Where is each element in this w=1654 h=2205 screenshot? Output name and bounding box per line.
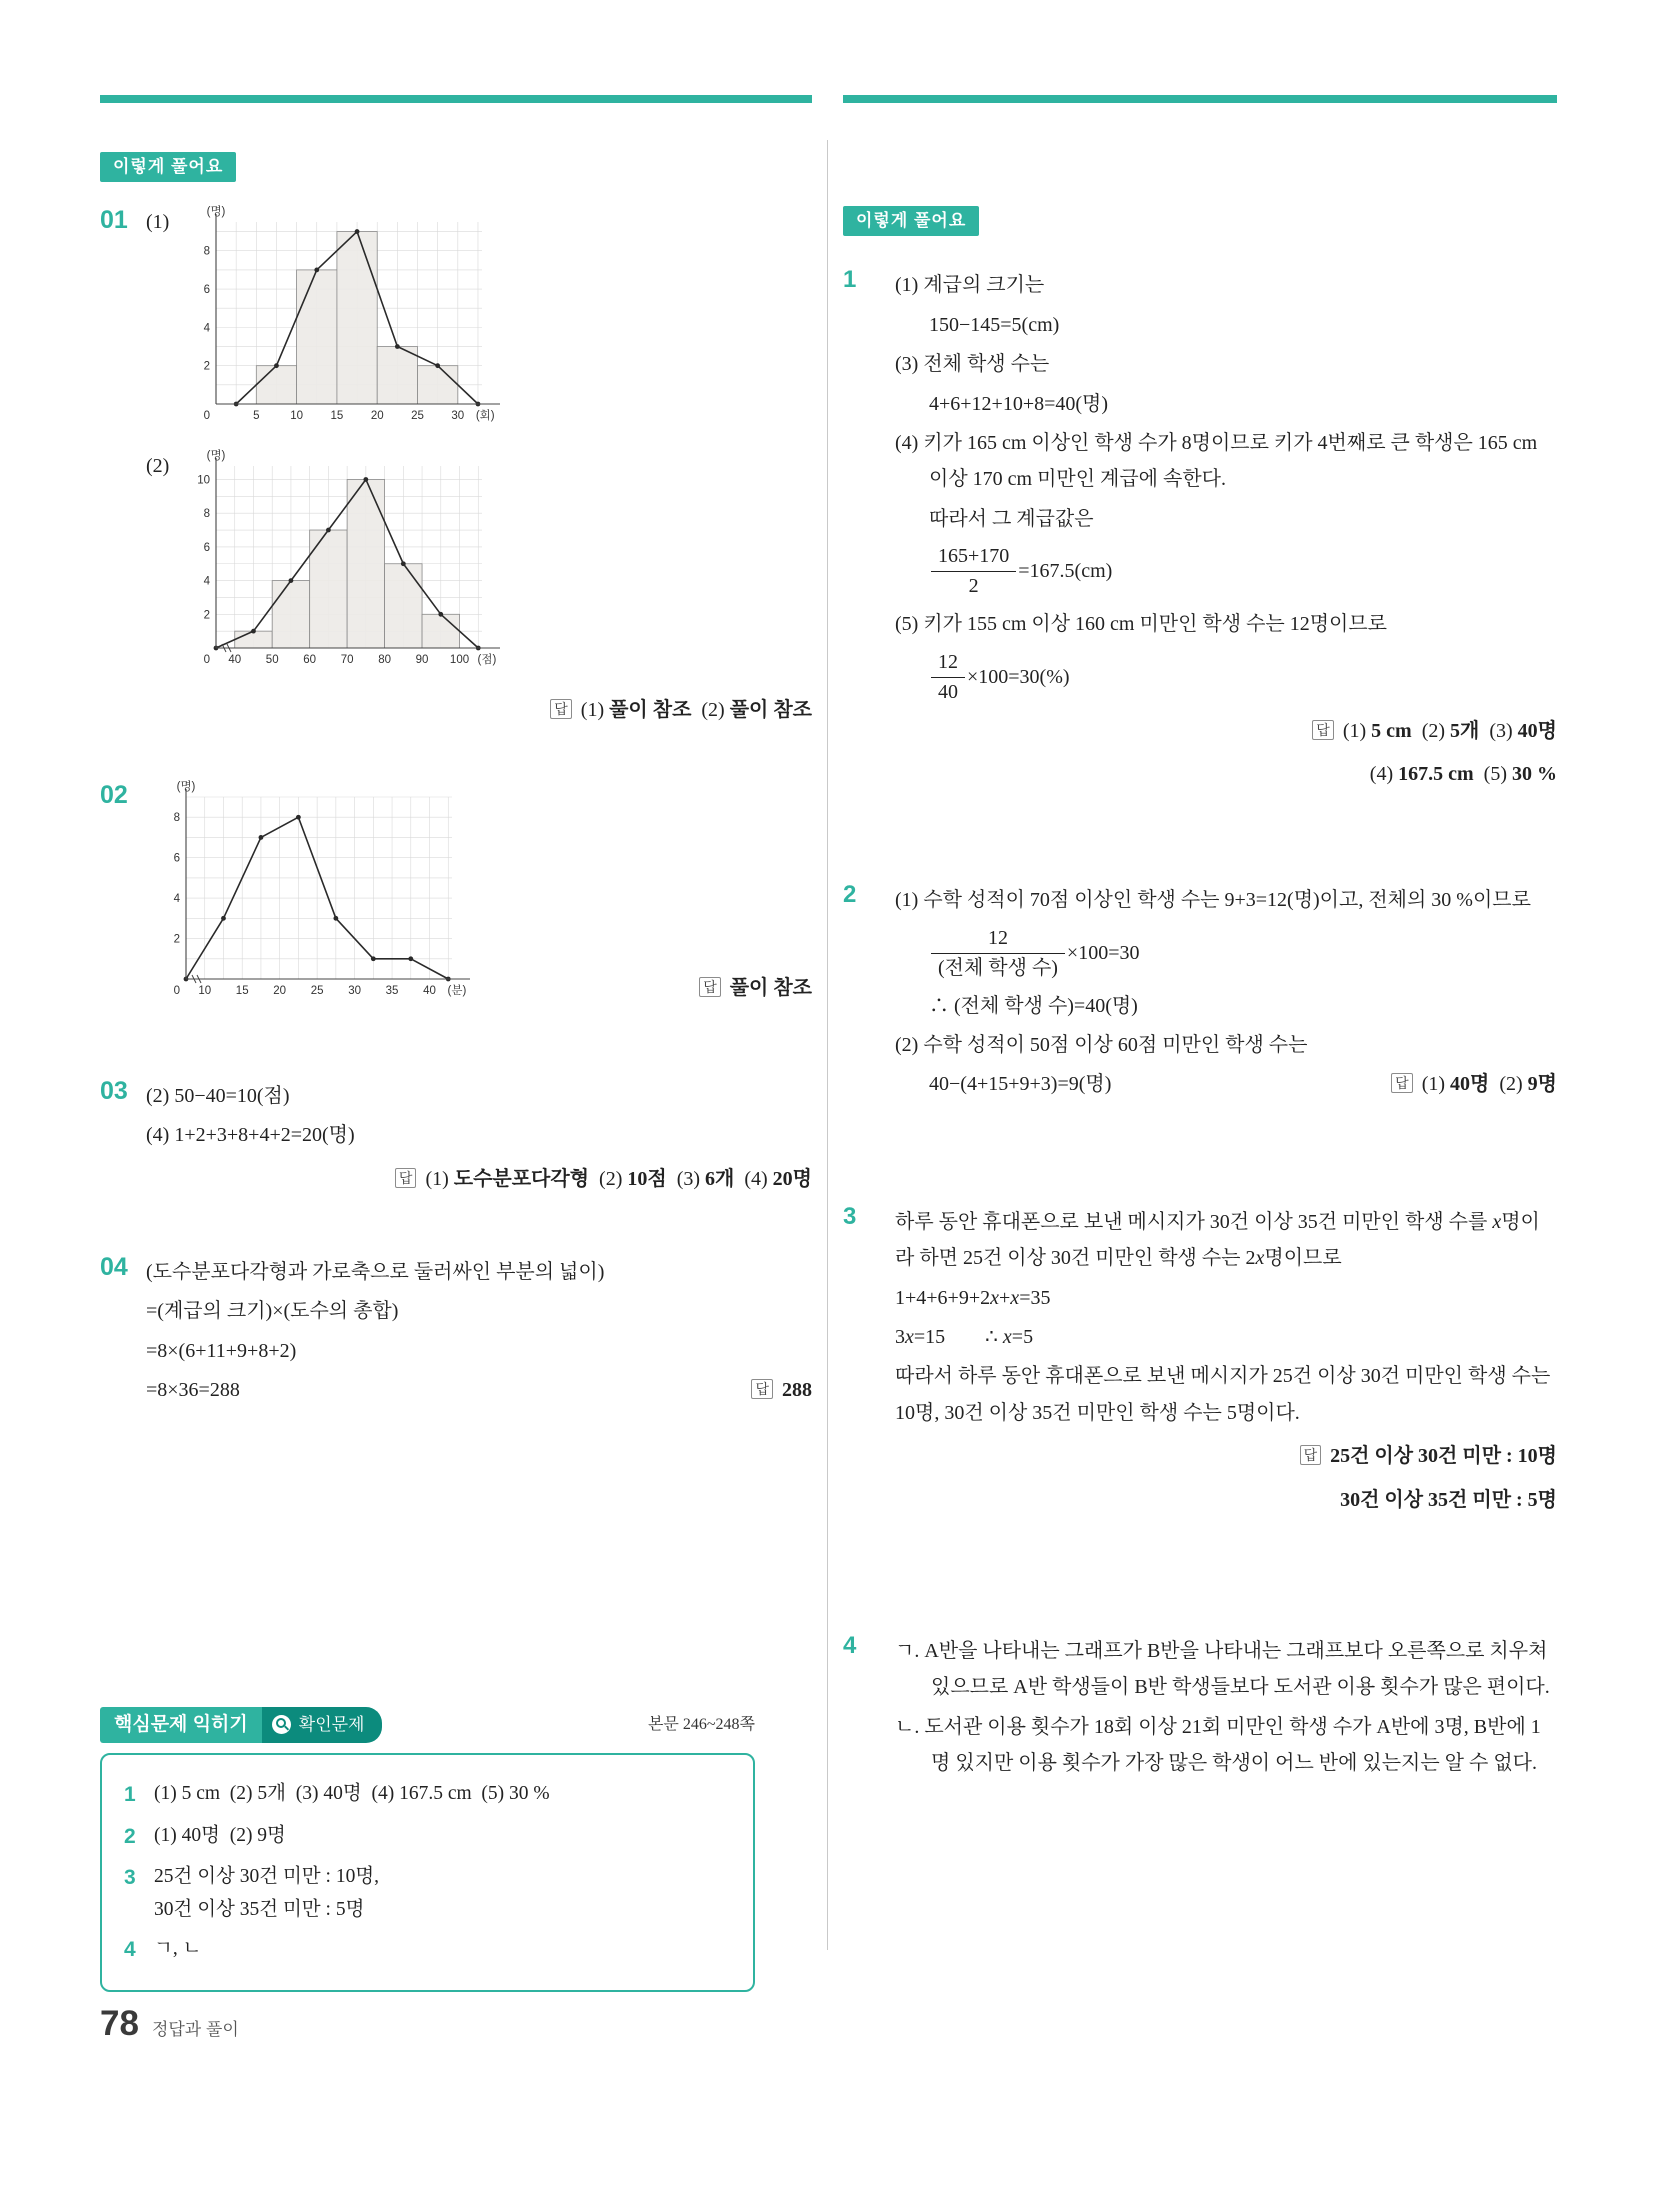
svg-text:4: 4 [203,575,210,588]
svg-text:100: 100 [449,654,470,667]
answer-line: 답 (1) 도수분포다각형 (2) 10점 (3) 6개 (4) 20명 [146,1161,812,1197]
fraction-line: $\frac{12}{\text{(전체 학생 수)}}$ ×100=30 [895,925,1557,982]
fraction: $\frac{12}{40}$ [931,649,965,706]
howto-badge: 이렇게 풀어요 [100,152,236,182]
magnifier-handle [284,1726,289,1731]
svg-text:(점): (점) [477,654,497,667]
svg-text:(분): (분) [447,984,467,997]
svg-text:20: 20 [370,410,384,423]
key-section-subtitle [262,1707,383,1743]
answer-line: 답 25건 이상 30건 미만 : 10명 [895,1438,1557,1474]
column-divider [827,140,828,1950]
answer-mark: 답 [1300,1445,1322,1465]
problem-number: 02 [100,780,128,809]
howto-badge: 이렇게 풀어요 [843,206,979,236]
svg-text:0: 0 [173,984,180,997]
svg-text:15: 15 [235,984,249,997]
chart-02 [146,779,486,1007]
answer-line: 30건 이상 35건 미만 : 5명 [1340,1488,1557,1511]
answer-text: 풀이 참조 [729,977,812,1000]
problem-number: 4 [843,1631,857,1659]
problem-01-body [146,204,812,730]
text-line: (4) 키가 165 cm 이상인 학생 수가 8명이므로 키가 4번째로 큰 학생은 165 cm 이상 170 cm 미만인 계급에 속한다. [895,431,1538,491]
chart-row-1 [146,204,812,432]
text-line-with-answer: 40−(4+15+9+3)=9(명) 답 (1) 40명 (2) 9명 [929,1073,1557,1096]
left-column [100,140,812,1992]
text-line: (5) 키가 155 cm 이상 160 cm 미만인 학생 수는 12명이므로 [895,613,1387,636]
svg-text:2: 2 [203,609,210,622]
svg-text:5: 5 [253,410,260,423]
key-answer-number: 2 [124,1824,136,1848]
svg-text:(명): (명) [206,450,226,463]
svg-text:6: 6 [173,852,180,865]
text-line: 1+4+6+9+2x+x=35 [895,1286,1051,1309]
svg-text:8: 8 [173,812,180,825]
problem-4 [843,1630,1557,1785]
svg-text:30: 30 [348,984,361,997]
magnifier-icon [272,1715,291,1734]
text-line: 따라서 하루 동안 휴대폰으로 보낸 메시지가 25건 이상 30건 미만인 학생 수는 10명, 30건 이상 35건 미만인 학생 수는 5명이다. [895,1365,1551,1424]
text-line: 따라서 그 계급값은 [929,507,1094,530]
key-answer-row [124,1820,731,1855]
svg-text:40: 40 [228,654,242,667]
svg-text:30: 30 [451,410,465,423]
key-answers-box [100,1753,755,1992]
svg-text:70: 70 [340,654,354,667]
svg-text:(명): (명) [176,780,196,793]
problem-1 [843,264,1557,794]
page-footer [100,1992,239,2056]
chart-01-2 [176,448,516,676]
problem-number: 3 [843,1202,857,1230]
howto-badge-row-left [100,148,812,184]
svg-text:0: 0 [203,654,210,667]
answer-text: (1) 풀이 참조 (2) 풀이 참조 [580,699,812,722]
svg-text:35: 35 [385,984,399,997]
svg-text:8: 8 [203,246,210,259]
svg-text:6: 6 [203,542,210,555]
svg-text:8: 8 [203,508,210,521]
problem-number: 2 [843,881,857,909]
fraction: $\frac{12}{\text{(전체 학생 수)}}$ [931,925,1065,982]
text-line: ㄱ. A반을 나타내는 그래프가 B반을 나타내는 그래프보다 오른쪽으로 치우쳐 있으므로 A반 학생들이 B반 학생들보다 도서관 이용 횟수가 많은 편이다. [895,1639,1550,1699]
key-answer-text: (1) 40명 (2) 9명 [154,1824,286,1846]
chart-01-1 [176,204,516,432]
svg-text:6: 6 [203,284,210,297]
svg-text:(명): (명) [206,206,226,219]
text-line: ∴ (전체 학생 수)=40(명) [929,994,1138,1017]
page-number: 78 [100,2004,139,2043]
answer-line [146,692,812,728]
svg-text:50: 50 [265,654,279,667]
svg-text:40: 40 [423,984,436,997]
key-answer-number: 3 [124,1866,136,1890]
svg-text:25: 25 [310,984,324,997]
problem-04 [100,1251,812,1412]
key-answer-number: 1 [124,1783,136,1807]
text-line: 150−145=5(cm) [929,313,1060,336]
svg-text:80: 80 [378,654,391,667]
svg-text:90: 90 [415,654,429,667]
key-answer-row [124,1778,731,1813]
text-line: (1) 계급의 크기는 [895,274,1045,297]
text-line: =(계급의 크기)×(도수의 총합) [146,1300,399,1323]
subpart-label: (1) [146,211,170,234]
key-answer-row [124,1933,731,1968]
problem-number: 03 [100,1076,128,1105]
svg-text:4: 4 [203,322,210,335]
howto-badge-row-right [843,202,1557,238]
text-line: 4+6+12+10+8=40(명) [929,392,1109,415]
svg-text:60: 60 [303,654,317,667]
problem-02-body [146,779,812,1023]
key-answer-text: ㄱ, ㄴ [154,1937,202,1959]
answer-line: 답 (1) 5 cm (2) 5개 (3) 40명 [895,713,1557,749]
key-answer-number: 4 [124,1937,136,1961]
text-line: (2) 수학 성적이 50점 이상 60점 미만인 학생 수는 [895,1034,1308,1057]
problem-4-body [895,1630,1557,1785]
svg-text:20: 20 [273,984,287,997]
right-column [843,140,1557,1785]
problem-2 [843,879,1557,1106]
chart-01-1-svg [176,204,516,432]
svg-text:10: 10 [290,410,304,423]
problem-3-body [895,1201,1557,1520]
problem-02 [100,779,812,1023]
subpart-label: (2) [146,455,170,478]
answer-mark: 답 [1391,1073,1413,1093]
svg-text:15: 15 [330,410,344,423]
problem-number: 04 [100,1252,128,1281]
answer-mark: 답 [751,1379,773,1399]
problem-01 [100,204,812,730]
problem-3 [843,1201,1557,1520]
svg-text:2: 2 [173,933,180,946]
answer-mark: 답 [395,1168,417,1188]
answer-mark: 답 [550,699,572,719]
text-line: ㄴ. 도서관 이용 횟수가 18회 이상 21회 미만인 학생 수가 A반에 3명, B반에 1명 있지만 이용 횟수가 가장 많은 학생이 어느 반에 있는지는 알 수 없다. [895,1715,1541,1775]
fraction-line: $\frac{12}{40}$ ×100=30(%) [895,649,1557,706]
answer-line [699,970,812,1006]
key-section-page-ref: 본문 246~248쪽 [647,1716,755,1734]
answer-mark: 답 [1312,720,1334,740]
key-section-header [100,1707,755,1744]
svg-text:10: 10 [198,984,212,997]
key-answer-text: 25건 이상 30건 미만 : 10명, 30건 이상 35건 미만 : 5명 [154,1866,380,1920]
text-line: =8×(6+11+9+8+2) [146,1339,297,1362]
svg-text:(회): (회) [475,410,495,423]
key-answer-text: (1) 5 cm (2) 5개 (3) 40명 (4) 167.5 cm (5) 30 % [154,1783,550,1805]
text-line-with-answer: =8×36=288 답 288 [146,1379,812,1402]
top-accent-bar-right [843,95,1557,103]
chart-01-2-svg [176,448,516,676]
answer-line: (4) 167.5 cm (5) 30 % [1369,762,1557,785]
svg-text:0: 0 [203,410,210,423]
svg-text:2: 2 [203,361,210,374]
text-line: (3) 전체 학생 수는 [895,353,1050,376]
chart-row-2 [146,448,812,676]
footer-label: 정답과 풀이 [151,2020,239,2039]
text-line: (4) 1+2+3+8+4+2=20(명) [146,1124,355,1147]
chart-02-svg [146,779,486,1007]
key-section-subtitle-label: 확인문제 [298,1714,365,1734]
svg-text:25: 25 [411,410,424,423]
problem-03-body [146,1075,812,1199]
text-line: 3x=15 ∴ x=5 [895,1326,1034,1349]
answer-mark: 답 [699,977,721,997]
svg-text:4: 4 [173,892,180,905]
fraction: $\frac{165+170}{2}$ [931,543,1016,600]
problem-1-body [895,264,1557,794]
key-answer-row [124,1861,731,1925]
svg-text:10: 10 [197,474,210,487]
text-line: (도수분포다각형과 가로축으로 둘러싸인 부분의 넓이) [146,1260,605,1283]
text-line: (2) 50−40=10(점) [146,1084,290,1107]
problem-number: 01 [100,206,128,235]
fraction-line: $\frac{165+170}{2}$ =167.5(cm) [895,543,1557,600]
problem-number: 1 [843,266,857,294]
top-accent-bar-left [100,95,812,103]
key-section-title: 핵심문제 익히기 [100,1707,262,1744]
problem-04-body [146,1251,812,1412]
problem-03 [100,1075,812,1199]
problem-2-body [895,879,1557,1106]
text-line: 하루 동안 휴대폰으로 보낸 메시지가 30건 이상 35건 미만인 학생 수를 x명이라 하면 25건 이상 30건 미만인 학생 수는 2x명이므로 [895,1210,1540,1270]
text-line: (1) 수학 성적이 70점 이상인 학생 수는 9+3=12(명)이고, 전체의 30 %이므로 [895,889,1531,912]
